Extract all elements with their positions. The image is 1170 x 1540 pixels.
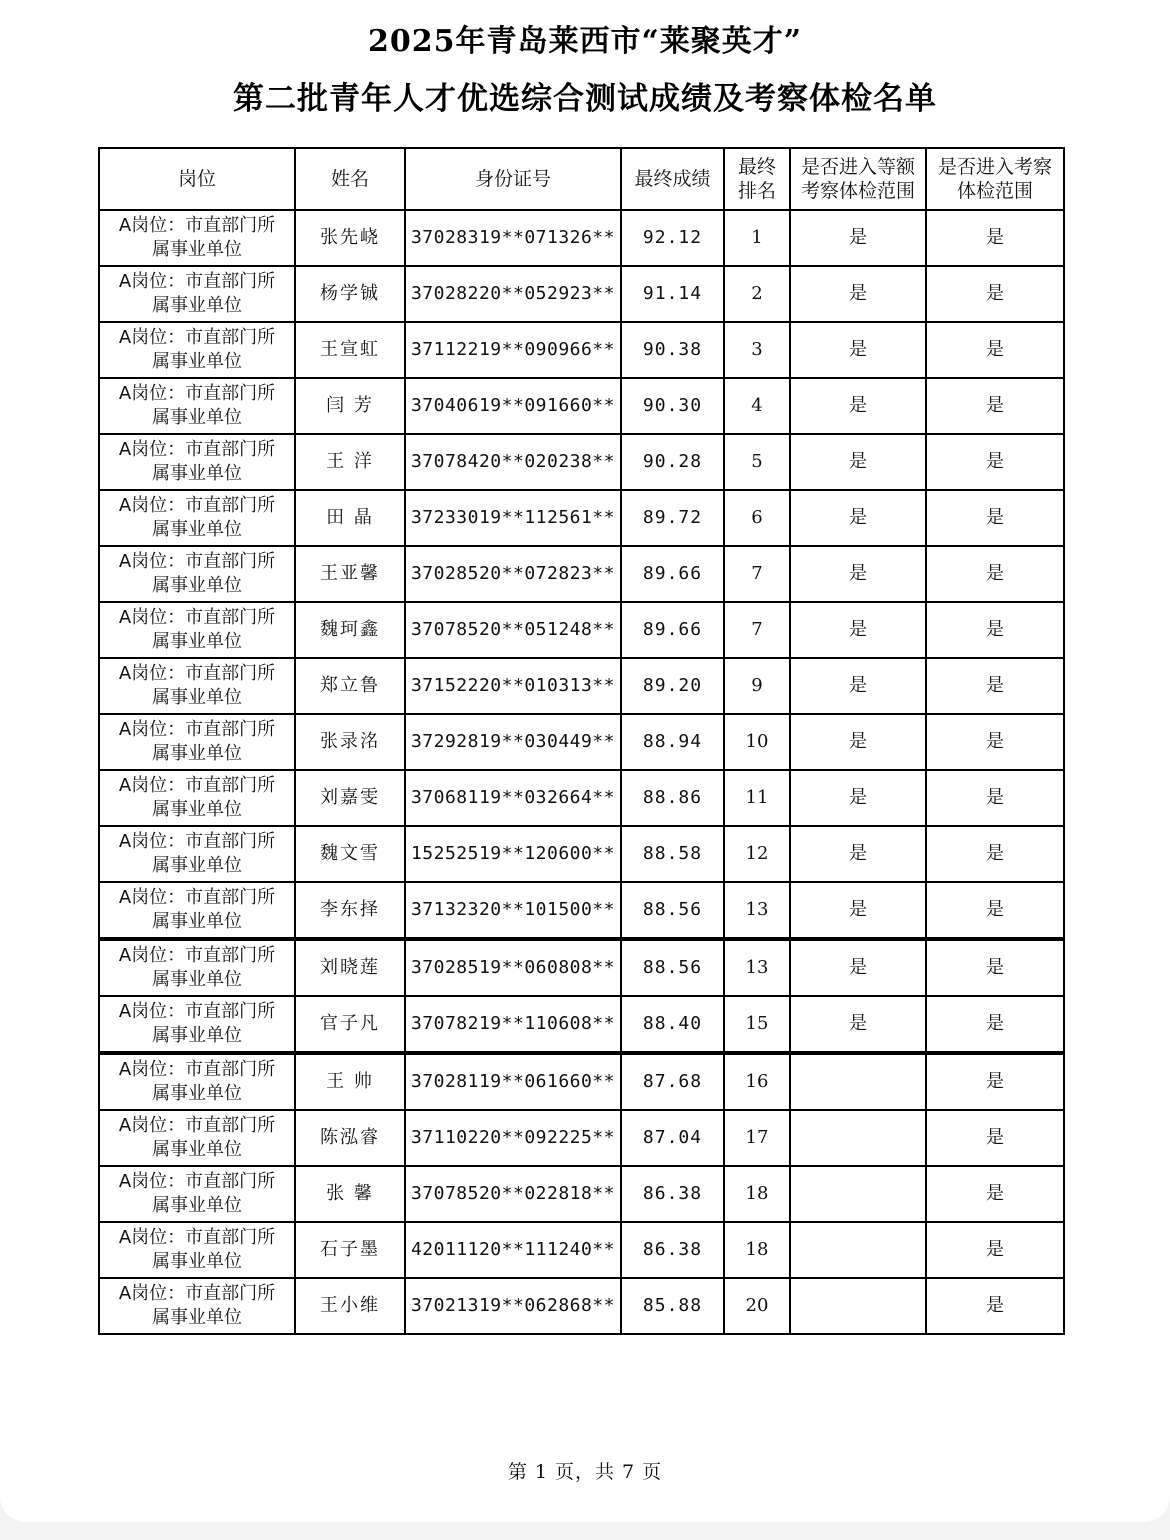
cell-quota-status <box>790 1222 926 1278</box>
cell-post-line-2: 属事业单位 <box>152 855 242 876</box>
cell-rank: 5 <box>724 434 790 490</box>
header-rank-line-2: 排名 <box>737 180 776 202</box>
cell-post-line-1: A岗位：市直部门所 <box>118 663 276 684</box>
cell-post-line-2: 属事业单位 <box>152 631 242 652</box>
cell-post-line-2: 属事业单位 <box>152 1195 242 1216</box>
header-name: 姓名 <box>295 148 405 210</box>
table-row <box>99 378 1064 434</box>
cell-post <box>99 1110 295 1166</box>
cell-scope-status: 是 <box>926 658 1064 714</box>
cell-score: 90.28 <box>621 434 724 490</box>
cell-post <box>99 996 295 1053</box>
cell-rank: 17 <box>724 1110 790 1166</box>
cell-post-line-2: 属事业单位 <box>152 295 242 316</box>
cell-post-line-2: 属事业单位 <box>152 351 242 372</box>
cell-score: 88.40 <box>621 996 724 1053</box>
cell-scope-status: 是 <box>926 210 1064 266</box>
cell-quota-status: 是 <box>790 658 926 714</box>
cell-name: 石子墨 <box>295 1222 405 1278</box>
cell-post <box>99 826 295 882</box>
cell-post-line-2: 属事业单位 <box>152 463 242 484</box>
cell-rank: 3 <box>724 322 790 378</box>
cell-scope-status: 是 <box>926 770 1064 826</box>
document-title-line-1: 2025年青岛莱西市“莱聚英才” <box>367 24 802 59</box>
cell-id-number: 37233019**112561** <box>405 490 621 546</box>
cell-post <box>99 266 295 322</box>
table-row <box>99 1278 1064 1334</box>
cell-quota-status: 是 <box>790 322 926 378</box>
cell-rank: 18 <box>724 1222 790 1278</box>
cell-score: 87.68 <box>621 1053 724 1110</box>
cell-name: 杨学铖 <box>295 266 405 322</box>
cell-post-line-1: A岗位：市直部门所 <box>118 831 276 852</box>
cell-name: 郑立鲁 <box>295 658 405 714</box>
cell-quota-status: 是 <box>790 434 926 490</box>
table-row <box>99 826 1064 882</box>
cell-name: 魏珂鑫 <box>295 602 405 658</box>
cell-score: 89.66 <box>621 602 724 658</box>
table-row <box>99 1053 1064 1110</box>
cell-id-number: 37028319**071326** <box>405 210 621 266</box>
cell-score: 89.72 <box>621 490 724 546</box>
cell-id-number: 37028520**072823** <box>405 546 621 602</box>
cell-scope-status: 是 <box>926 1222 1064 1278</box>
cell-post-line-2: 属事业单位 <box>152 1025 242 1046</box>
cell-post <box>99 882 295 939</box>
cell-id-number: 37132320**101500** <box>405 882 621 939</box>
table-row <box>99 434 1064 490</box>
header-scope-line-1: 是否进入考察 <box>937 156 1052 178</box>
cell-score: 90.38 <box>621 322 724 378</box>
cell-rank: 13 <box>724 882 790 939</box>
cell-rank: 18 <box>724 1166 790 1222</box>
cell-scope-status: 是 <box>926 1278 1064 1334</box>
cell-name: 张 馨 <box>295 1166 405 1222</box>
cell-score: 88.56 <box>621 882 724 939</box>
cell-scope-status: 是 <box>926 714 1064 770</box>
results-table <box>98 147 1065 1335</box>
cell-rank: 1 <box>724 210 790 266</box>
cell-quota-status <box>790 1053 926 1110</box>
table-row <box>99 266 1064 322</box>
cell-quota-status: 是 <box>790 546 926 602</box>
cell-scope-status: 是 <box>926 1110 1064 1166</box>
cell-rank: 4 <box>724 378 790 434</box>
cell-name: 田 晶 <box>295 490 405 546</box>
table-row <box>99 210 1064 266</box>
cell-rank: 20 <box>724 1278 790 1334</box>
cell-id-number: 37110220**092225** <box>405 1110 621 1166</box>
table-row <box>99 770 1064 826</box>
cell-post <box>99 939 295 996</box>
cell-scope-status: 是 <box>926 322 1064 378</box>
cell-id-number: 37021319**062868** <box>405 1278 621 1334</box>
cell-post <box>99 1166 295 1222</box>
cell-post-line-1: A岗位：市直部门所 <box>118 383 276 404</box>
cell-quota-status <box>790 1278 926 1334</box>
cell-rank: 15 <box>724 996 790 1053</box>
cell-post-line-2: 属事业单位 <box>152 911 242 932</box>
cell-post-line-1: A岗位：市直部门所 <box>118 495 276 516</box>
cell-quota-status: 是 <box>790 210 926 266</box>
cell-name: 王 帅 <box>295 1053 405 1110</box>
cell-score: 89.20 <box>621 658 724 714</box>
cell-post-line-2: 属事业单位 <box>152 687 242 708</box>
cell-post-line-1: A岗位：市直部门所 <box>118 945 276 966</box>
cell-post-line-2: 属事业单位 <box>152 969 242 990</box>
cell-score: 88.58 <box>621 826 724 882</box>
cell-quota-status: 是 <box>790 882 926 939</box>
cell-post-line-1: A岗位：市直部门所 <box>118 1001 276 1022</box>
cell-scope-status: 是 <box>926 882 1064 939</box>
cell-score: 88.94 <box>621 714 724 770</box>
cell-scope-status: 是 <box>926 490 1064 546</box>
table-row <box>99 1110 1064 1166</box>
cell-name: 闫 芳 <box>295 378 405 434</box>
table-row <box>99 1166 1064 1222</box>
cell-scope-status: 是 <box>926 939 1064 996</box>
cell-rank: 13 <box>724 939 790 996</box>
cell-scope-status: 是 <box>926 1053 1064 1110</box>
table-header-row <box>99 148 1064 210</box>
cell-scope-status: 是 <box>926 546 1064 602</box>
header-quota-line-2: 考察体检范围 <box>800 180 915 202</box>
cell-score: 85.88 <box>621 1278 724 1334</box>
cell-post-line-1: A岗位：市直部门所 <box>118 271 276 292</box>
cell-quota-status <box>790 1166 926 1222</box>
cell-name: 刘嘉雯 <box>295 770 405 826</box>
cell-post-line-1: A岗位：市直部门所 <box>118 887 276 908</box>
table-row <box>99 602 1064 658</box>
cell-quota-status <box>790 1110 926 1166</box>
cell-scope-status: 是 <box>926 996 1064 1053</box>
cell-name: 张录洺 <box>295 714 405 770</box>
cell-quota-status: 是 <box>790 266 926 322</box>
header-rank-line-1: 最终 <box>737 156 776 178</box>
cell-post <box>99 378 295 434</box>
cell-name: 张先峣 <box>295 210 405 266</box>
cell-post <box>99 770 295 826</box>
cell-post-line-2: 属事业单位 <box>152 519 242 540</box>
cell-scope-status: 是 <box>926 266 1064 322</box>
cell-name: 官子凡 <box>295 996 405 1053</box>
cell-name: 陈泓睿 <box>295 1110 405 1166</box>
table-row <box>99 658 1064 714</box>
cell-post-line-1: A岗位：市直部门所 <box>118 1227 276 1248</box>
cell-score: 86.38 <box>621 1222 724 1278</box>
cell-post-line-1: A岗位：市直部门所 <box>118 1283 276 1304</box>
cell-post-line-1: A岗位：市直部门所 <box>118 1059 276 1080</box>
cell-post-line-1: A岗位：市直部门所 <box>118 607 276 628</box>
cell-name: 王宣虹 <box>295 322 405 378</box>
cell-score: 86.38 <box>621 1166 724 1222</box>
cell-name: 刘晓莲 <box>295 939 405 996</box>
cell-post <box>99 1278 295 1334</box>
cell-id-number: 37078520**022818** <box>405 1166 621 1222</box>
table-row <box>99 714 1064 770</box>
cell-rank: 10 <box>724 714 790 770</box>
header-id: 身份证号 <box>405 148 621 210</box>
cell-post-line-2: 属事业单位 <box>152 239 242 260</box>
cell-post-line-1: A岗位：市直部门所 <box>118 1171 276 1192</box>
cell-id-number: 37152220**010313** <box>405 658 621 714</box>
cell-score: 92.12 <box>621 210 724 266</box>
cell-post-line-2: 属事业单位 <box>152 1307 242 1328</box>
cell-rank: 11 <box>724 770 790 826</box>
cell-post-line-2: 属事业单位 <box>152 1083 242 1104</box>
table-row <box>99 882 1064 939</box>
cell-post-line-2: 属事业单位 <box>152 743 242 764</box>
header-score: 最终成绩 <box>621 148 724 210</box>
header-scope-line-2: 体检范围 <box>956 180 1033 202</box>
cell-post <box>99 434 295 490</box>
cell-score: 87.04 <box>621 1110 724 1166</box>
table-row <box>99 939 1064 996</box>
cell-rank: 16 <box>724 1053 790 1110</box>
table-row <box>99 490 1064 546</box>
cell-rank: 7 <box>724 602 790 658</box>
cell-name: 魏文雪 <box>295 826 405 882</box>
header-quota <box>790 148 926 210</box>
cell-scope-status: 是 <box>926 434 1064 490</box>
cell-post-line-2: 属事业单位 <box>152 407 242 428</box>
table-row <box>99 1222 1064 1278</box>
header-quota-line-1: 是否进入等额 <box>800 156 915 178</box>
cell-id-number: 37068119**032664** <box>405 770 621 826</box>
cell-rank: 2 <box>724 266 790 322</box>
cell-post-line-1: A岗位：市直部门所 <box>118 215 276 236</box>
cell-id-number: 42011120**111240** <box>405 1222 621 1278</box>
cell-post <box>99 714 295 770</box>
cell-id-number: 37292819**030449** <box>405 714 621 770</box>
cell-score: 88.56 <box>621 939 724 996</box>
cell-id-number: 37028220**052923** <box>405 266 621 322</box>
document-title-line-2: 第二批青年人才优选综合测试成绩及考察体检名单 <box>233 81 937 117</box>
table-row <box>99 996 1064 1053</box>
cell-quota-status: 是 <box>790 602 926 658</box>
cell-score: 89.66 <box>621 546 724 602</box>
cell-post-line-2: 属事业单位 <box>152 575 242 596</box>
cell-post-line-2: 属事业单位 <box>152 1139 242 1160</box>
header-rank <box>724 148 790 210</box>
cell-score: 91.14 <box>621 266 724 322</box>
cell-post-line-2: 属事业单位 <box>152 1251 242 1272</box>
cell-post <box>99 602 295 658</box>
cell-rank: 7 <box>724 546 790 602</box>
cell-post-line-1: A岗位：市直部门所 <box>118 551 276 572</box>
cell-scope-status: 是 <box>926 1166 1064 1222</box>
cell-post-line-1: A岗位：市直部门所 <box>118 1115 276 1136</box>
cell-quota-status: 是 <box>790 490 926 546</box>
cell-post-line-1: A岗位：市直部门所 <box>118 327 276 348</box>
cell-post <box>99 490 295 546</box>
cell-quota-status: 是 <box>790 939 926 996</box>
cell-id-number: 37040619**091660** <box>405 378 621 434</box>
cell-score: 90.30 <box>621 378 724 434</box>
cell-scope-status: 是 <box>926 378 1064 434</box>
cell-name: 王 洋 <box>295 434 405 490</box>
cell-quota-status: 是 <box>790 770 926 826</box>
cell-post-line-2: 属事业单位 <box>152 799 242 820</box>
cell-rank: 6 <box>724 490 790 546</box>
cell-scope-status: 是 <box>926 602 1064 658</box>
cell-name: 王小维 <box>295 1278 405 1334</box>
cell-score: 88.86 <box>621 770 724 826</box>
cell-id-number: 37078219**110608** <box>405 996 621 1053</box>
cell-post-line-1: A岗位：市直部门所 <box>118 439 276 460</box>
cell-id-number: 37028519**060808** <box>405 939 621 996</box>
cell-rank: 9 <box>724 658 790 714</box>
cell-quota-status: 是 <box>790 996 926 1053</box>
table-row <box>99 322 1064 378</box>
cell-post <box>99 322 295 378</box>
cell-name: 李东择 <box>295 882 405 939</box>
header-post: 岗位 <box>99 148 295 210</box>
header-scope <box>926 148 1064 210</box>
cell-post <box>99 1053 295 1110</box>
cell-post <box>99 210 295 266</box>
cell-post <box>99 1222 295 1278</box>
cell-post-line-1: A岗位：市直部门所 <box>118 719 276 740</box>
cell-post <box>99 658 295 714</box>
cell-post-line-1: A岗位：市直部门所 <box>118 775 276 796</box>
cell-id-number: 15252519**120600** <box>405 826 621 882</box>
cell-quota-status: 是 <box>790 714 926 770</box>
cell-post <box>99 546 295 602</box>
cell-scope-status: 是 <box>926 826 1064 882</box>
cell-quota-status: 是 <box>790 378 926 434</box>
page-number: 第 1 页，共 7 页 <box>507 1461 663 1483</box>
cell-id-number: 37078520**051248** <box>405 602 621 658</box>
cell-rank: 12 <box>724 826 790 882</box>
cell-quota-status: 是 <box>790 826 926 882</box>
cell-id-number: 37028119**061660** <box>405 1053 621 1110</box>
cell-id-number: 37112219**090966** <box>405 322 621 378</box>
cell-name: 王亚馨 <box>295 546 405 602</box>
cell-id-number: 37078420**020238** <box>405 434 621 490</box>
table-row <box>99 546 1064 602</box>
